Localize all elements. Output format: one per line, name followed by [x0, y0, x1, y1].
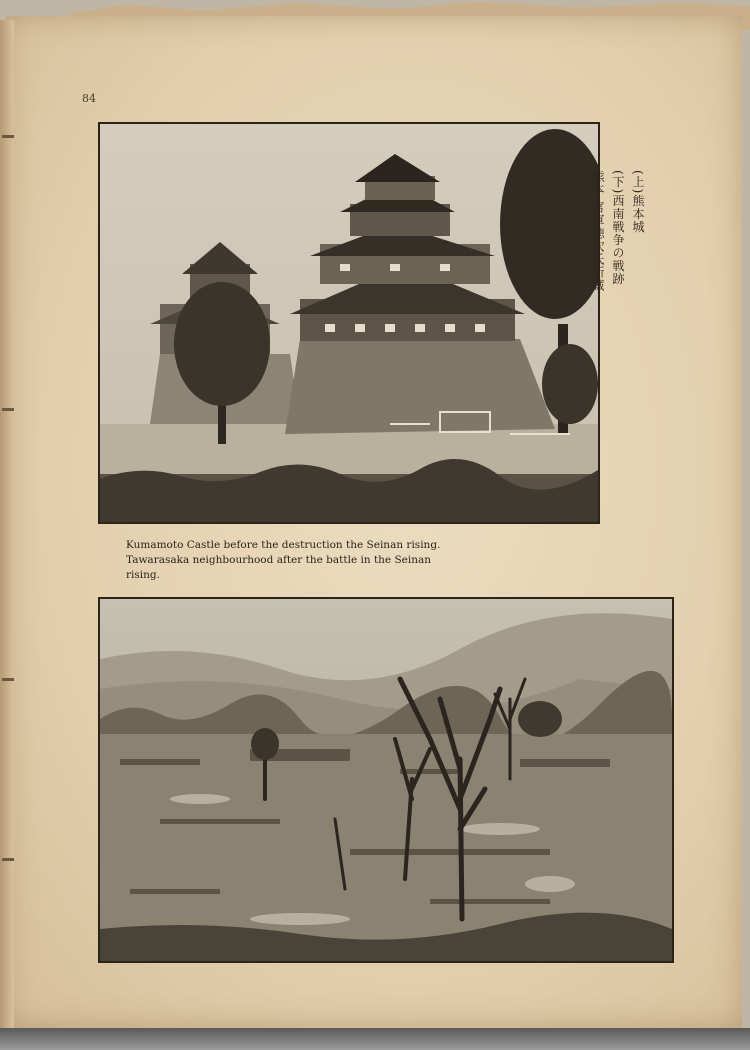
binding-stitch — [2, 408, 14, 411]
caption-en-line2: Tawarasaka neighbourhood after the battle in the Seinan — [126, 554, 432, 566]
binding-stitch — [2, 858, 14, 861]
caption-jp-line3: 熊本 宮軍徳次氏所蔵 — [591, 170, 605, 292]
caption-en-line3: rising. — [126, 569, 160, 581]
ruined-town-icon — [100, 599, 672, 961]
english-caption — [126, 538, 456, 583]
book-spine — [0, 20, 14, 1030]
caption-jp-line1: (上)熊本城 — [631, 170, 645, 234]
binding-stitch — [2, 678, 14, 681]
ruins-photo — [98, 597, 674, 963]
caption-en-line1: Kumamoto Castle before the destruction the Seinan rising. — [126, 539, 441, 551]
binding-stitch — [2, 135, 14, 138]
page-number: 84 — [82, 92, 96, 105]
castle-icon — [100, 124, 598, 522]
caption-jp-line2: (下)西南戦争の戦跡 — [611, 170, 625, 286]
japanese-caption — [591, 170, 646, 400]
page-bottom-edge — [0, 1028, 750, 1050]
castle-photo — [98, 122, 600, 524]
